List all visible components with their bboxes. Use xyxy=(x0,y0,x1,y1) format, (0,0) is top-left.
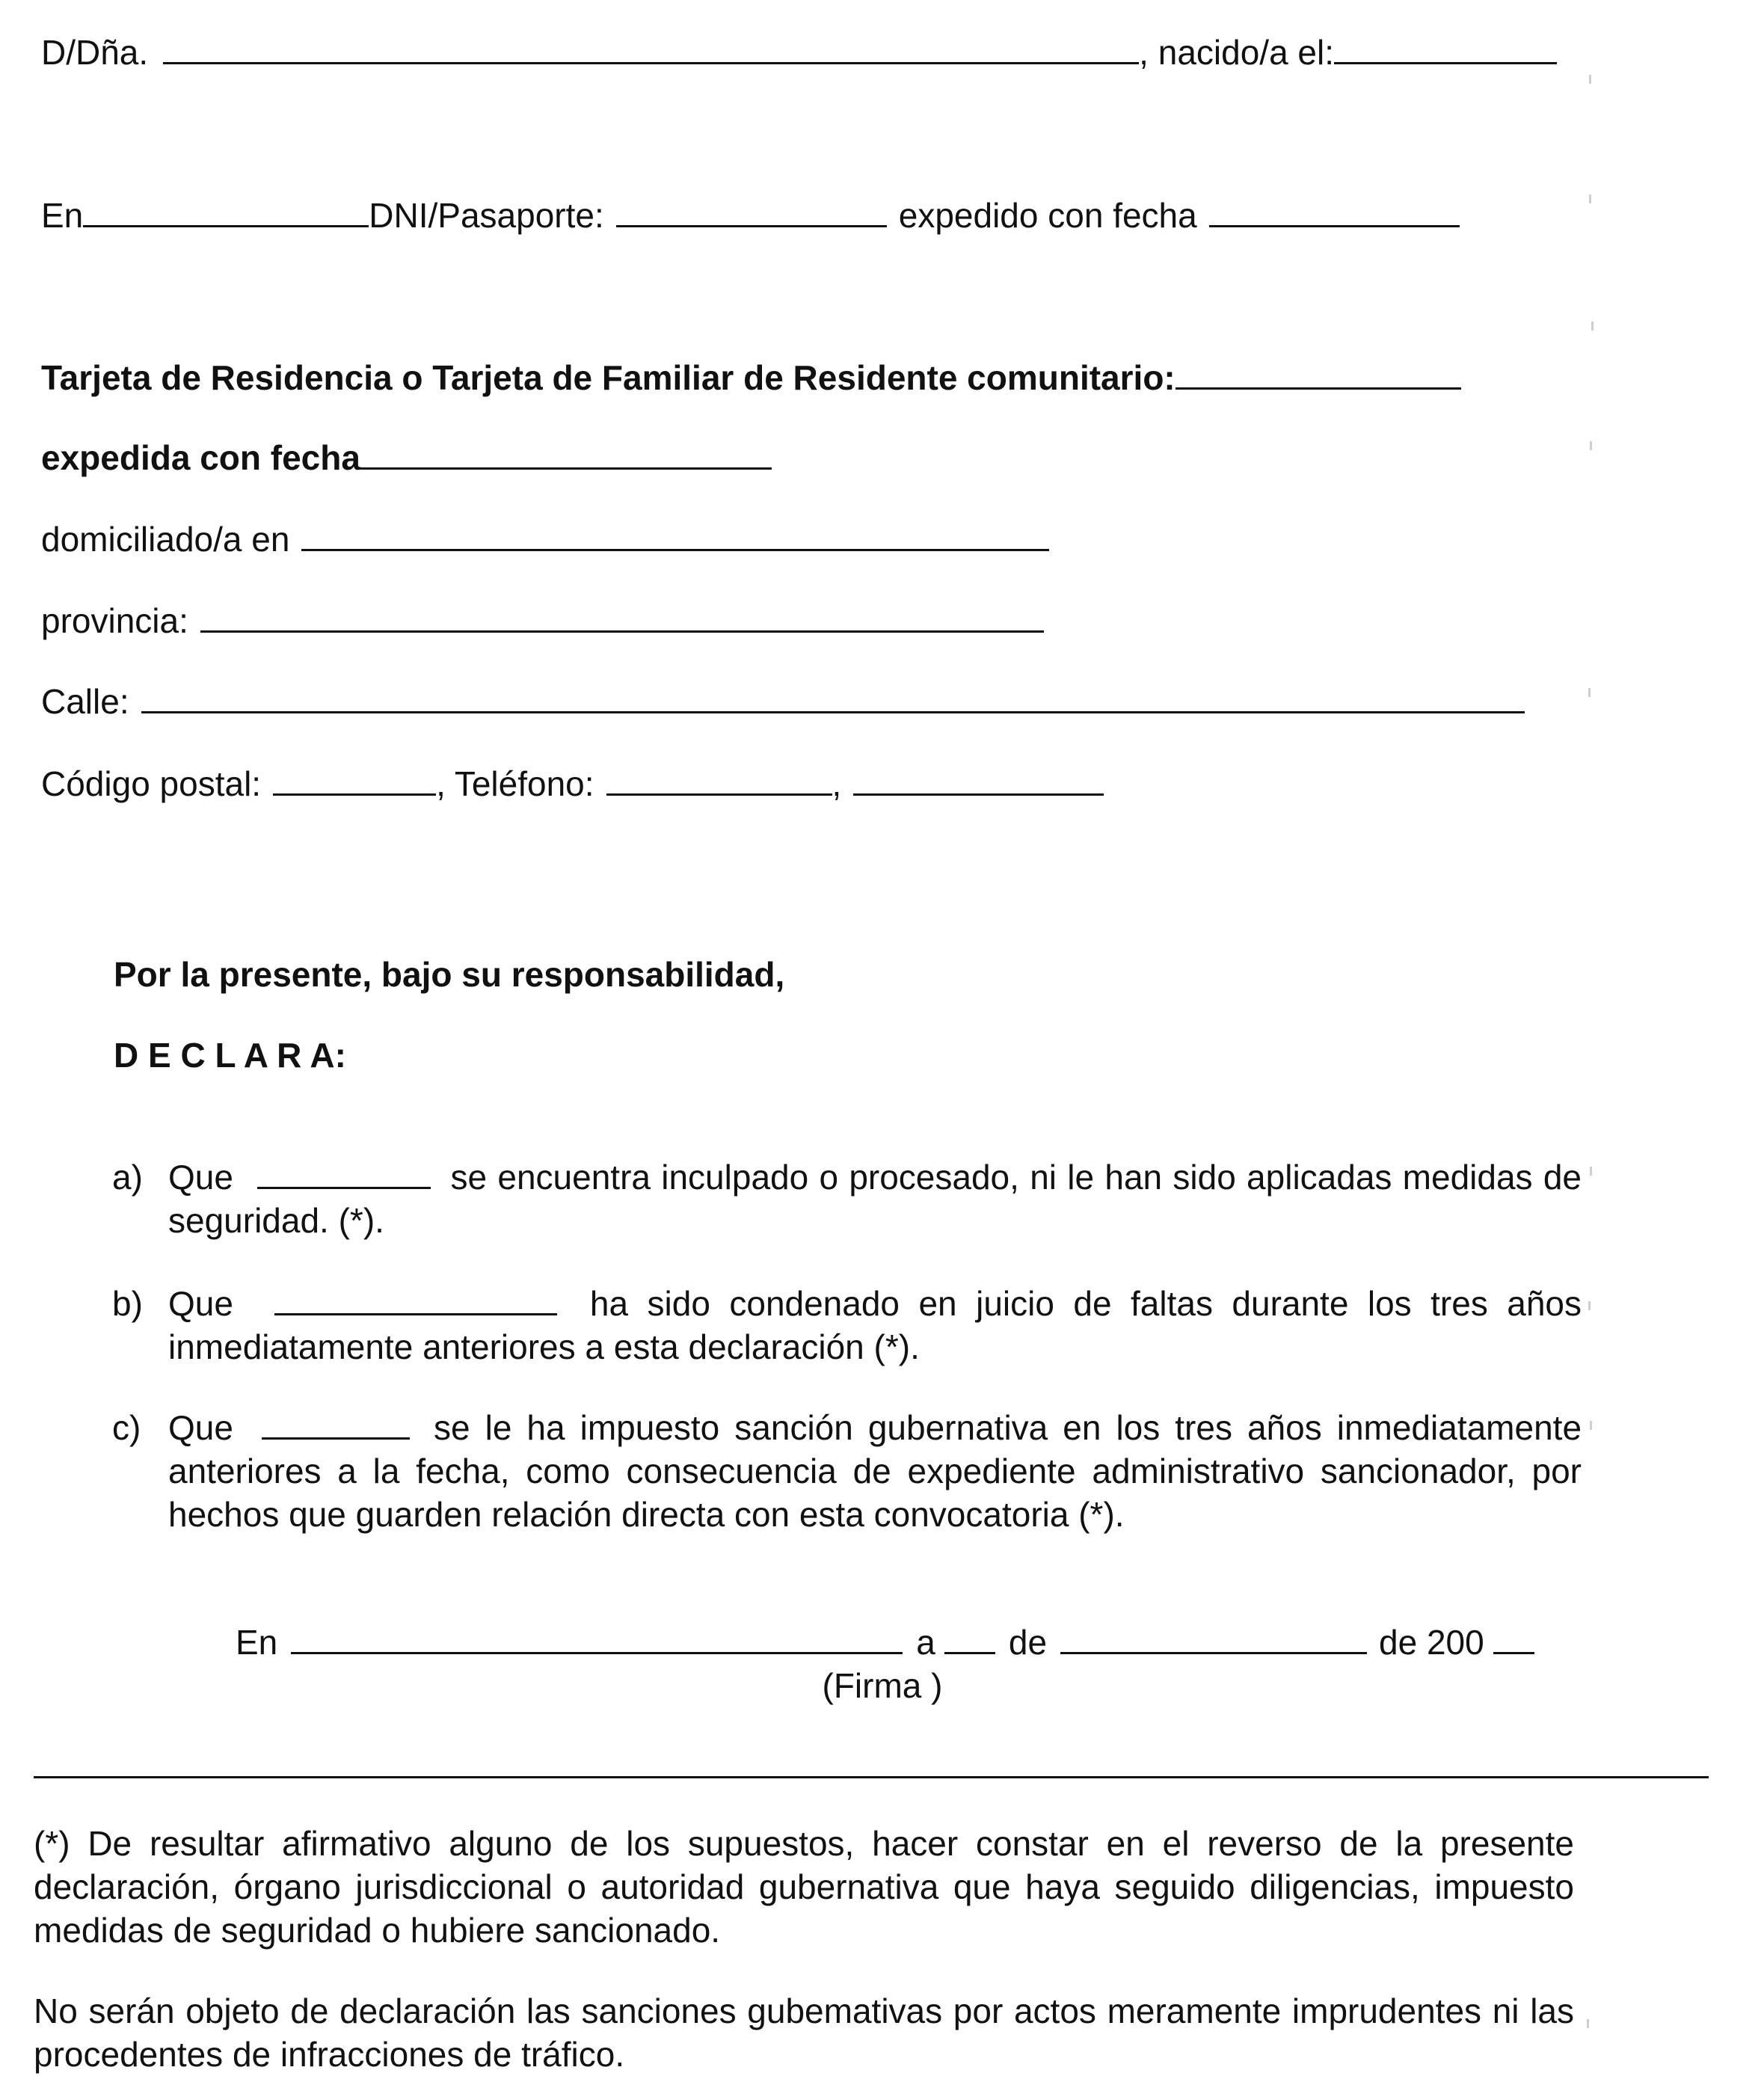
postal-phone-line xyxy=(41,763,1104,805)
item-b-start: Que xyxy=(168,1284,233,1323)
dni-issued-label: expedido con fecha xyxy=(898,196,1197,235)
scan-mark xyxy=(1589,75,1591,84)
declaration-intro-text: Por la presente, bajo su responsabilidad, xyxy=(114,955,785,994)
signature-month-label: de xyxy=(1008,1623,1048,1662)
footnote-1: (*) De resultar afirmativo alguno de los supuestos, hacer constar en el reverso de la presente declaración, órgano jurisdiccional o autoridad gubernativa que haya seguido diligencias, impuesto medidas de seguridad o hubiere sancionado. xyxy=(34,1824,1574,1950)
residence-card-field[interactable] xyxy=(1176,387,1461,390)
declaration-item-b xyxy=(112,1282,1582,1369)
scan-mark xyxy=(1590,1421,1592,1430)
dni-field[interactable] xyxy=(616,225,887,227)
dni-issued-date-field[interactable] xyxy=(1209,225,1460,227)
declaration-item-c xyxy=(112,1406,1582,1536)
item-c-text: se le ha impuesto sanción gubernativa en los tres años inmediatamente anteriores a la fecha, como consecuencia de expediente administrativo sancionador, por hechos que guarden relación directa con esta convocatoria (*). xyxy=(168,1408,1582,1534)
phone-field[interactable] xyxy=(606,793,832,796)
residence-card-label: Tarjeta de Residencia o Tarjeta de Familiar de Residente comunitario: xyxy=(41,358,1176,397)
place-field[interactable] xyxy=(83,225,369,227)
declaration-intro xyxy=(114,953,784,995)
signature-day-field[interactable] xyxy=(944,1652,995,1654)
scan-mark xyxy=(1589,194,1591,203)
signature-day-label: a xyxy=(916,1623,935,1662)
signature-year-label: de 200 xyxy=(1379,1623,1484,1662)
residence-card-line xyxy=(41,357,1461,399)
name-label: D/Dña. xyxy=(41,33,149,72)
postal-code-field[interactable] xyxy=(273,793,436,796)
declaration-heading xyxy=(114,1034,346,1076)
card-issued-line xyxy=(41,437,772,479)
footnote-separator xyxy=(34,1776,1709,1778)
item-c-label: c) xyxy=(112,1408,141,1447)
signature-place-label: En xyxy=(236,1623,278,1662)
postal-label: Código postal: xyxy=(41,764,262,803)
address-label: domiciliado/a en xyxy=(41,520,290,559)
dni-label: DNI/Pasaporte: xyxy=(369,196,604,235)
item-a-field[interactable] xyxy=(257,1187,431,1189)
item-b-label: b) xyxy=(112,1284,143,1323)
place-label: En xyxy=(41,196,84,235)
declaration-heading-text: D E C L A R A: xyxy=(114,1036,346,1075)
street-label: Calle: xyxy=(41,682,129,721)
street-line xyxy=(41,681,1525,722)
declaration-item-a xyxy=(112,1155,1582,1242)
item-b-field[interactable] xyxy=(274,1313,557,1315)
province-label: provincia: xyxy=(41,601,188,640)
signature-place-field[interactable] xyxy=(291,1652,903,1654)
item-c-field[interactable] xyxy=(262,1437,410,1440)
phone-label: , Teléfono: xyxy=(436,764,594,803)
card-issued-date-field[interactable] xyxy=(360,467,772,470)
phone-separator: , xyxy=(832,764,842,803)
scan-mark xyxy=(1590,1167,1592,1176)
scan-mark xyxy=(1587,2019,1589,2028)
birth-date-field[interactable] xyxy=(1334,62,1557,64)
signature-caption: (Firma ) xyxy=(822,1666,943,1705)
signature-month-field[interactable] xyxy=(1060,1652,1367,1654)
name-line xyxy=(41,31,1557,73)
document-line xyxy=(41,194,1460,236)
street-field[interactable] xyxy=(141,711,1525,713)
signature-year-field[interactable] xyxy=(1493,1652,1534,1654)
scan-mark xyxy=(1590,441,1592,450)
phone-field-2[interactable] xyxy=(853,793,1104,796)
signature-line xyxy=(236,1621,1534,1663)
item-a-label: a) xyxy=(112,1158,143,1197)
card-issued-label: expedida con fecha xyxy=(41,438,360,477)
province-line xyxy=(41,600,1044,642)
scan-mark xyxy=(1591,322,1594,331)
item-c-start: Que xyxy=(168,1408,233,1447)
born-label: , nacido/a el: xyxy=(1139,33,1335,72)
scan-mark xyxy=(1588,688,1591,697)
name-field[interactable] xyxy=(163,62,1139,64)
address-line xyxy=(41,518,1049,560)
item-a-text: se encuentra inculpado o procesado, ni le han sido aplicadas medidas de seguridad. (*). xyxy=(168,1158,1582,1240)
item-b-text: ha sido condenado en juicio de faltas durante los tres años inmediatamente anteriores a esta declaración (*). xyxy=(168,1284,1582,1366)
footnote-2: No serán objeto de declaración las sanciones gubemativas por actos meramente imprudentes ni las procedentes de infracciones de tráfico. xyxy=(34,1991,1574,2074)
address-field[interactable] xyxy=(301,549,1049,551)
item-a-start: Que xyxy=(168,1158,233,1197)
scan-mark xyxy=(1588,1301,1591,1310)
province-field[interactable] xyxy=(200,630,1044,633)
